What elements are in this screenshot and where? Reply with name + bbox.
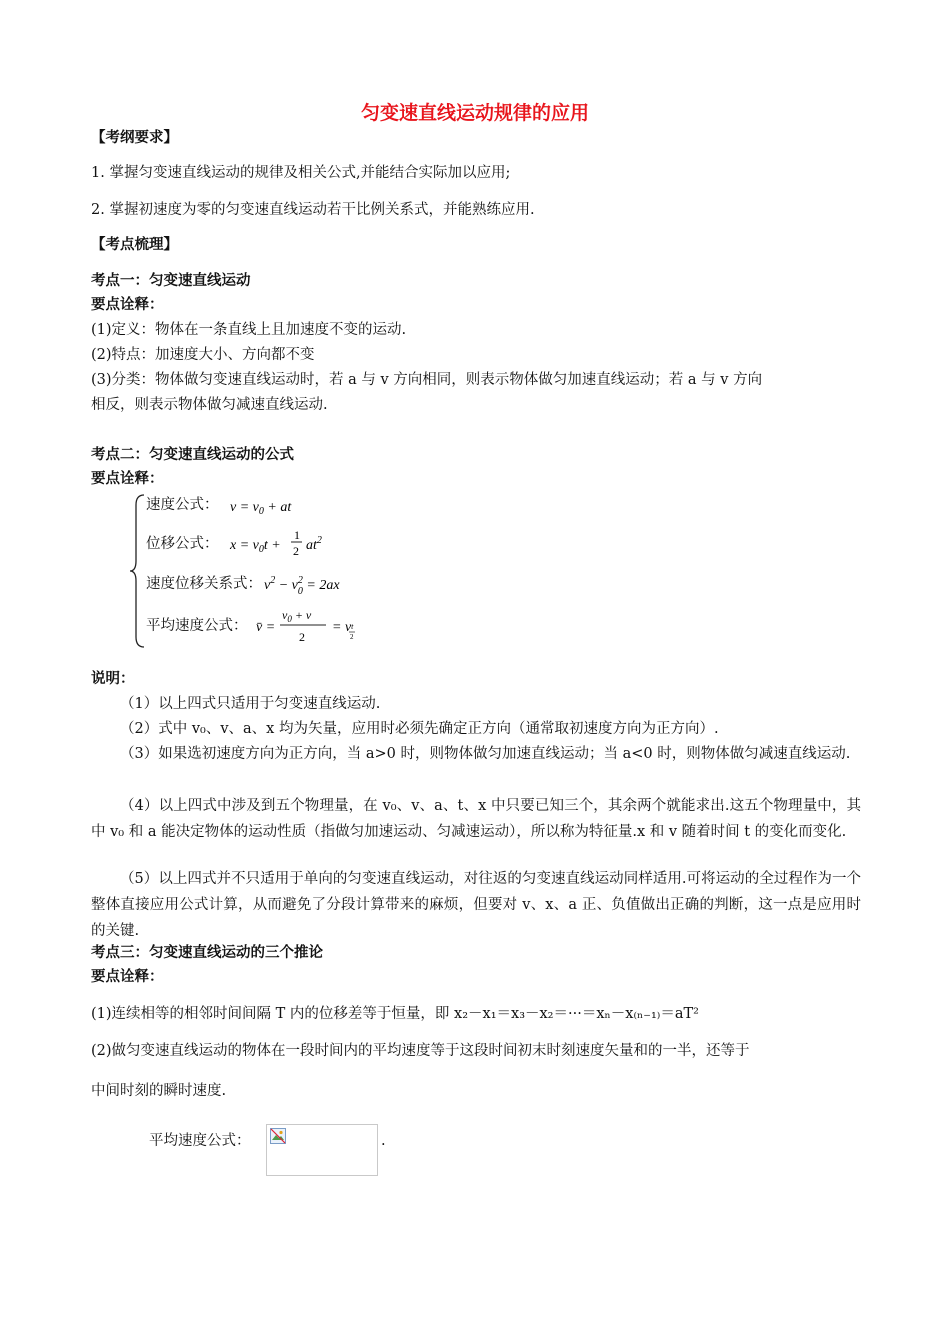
- svg-text:2: 2: [293, 544, 299, 558]
- point2-subheading: 要点诠释：: [91, 471, 164, 487]
- requirement-item-2: 2. 掌握初速度为零的匀变速直线运动若干比例关系式，并能熟练应用.: [91, 202, 535, 218]
- svg-text:2: 2: [299, 630, 305, 644]
- svg-text:1: 1: [294, 528, 300, 542]
- svg-text:at2: $at^2$: [306, 535, 322, 553]
- svg-text:v0 + v: $v_0 + v$: [282, 608, 312, 624]
- avg-velocity-suffix: .: [381, 1133, 386, 1149]
- missing-formula-image: [266, 1124, 378, 1176]
- point3-heading: 考点三：匀变速直线运动的三个推论: [91, 945, 323, 961]
- displacement-formula-label: 位移公式：: [146, 536, 219, 552]
- relation-formula-label: 速度位移关系式：: [146, 576, 262, 592]
- note-4: （4）以上四式中涉及到五个物理量，在 v₀、v、a、t、x 中只要已知三个，其余两个就能求出.这五个物理量中，其中 v₀ 和 a 能决定物体的运动性质（指做匀加速运动、匀减速运动），所以称为特征量.x 和 v 随着时间 t 的变化而变化.: [91, 798, 861, 840]
- point1-heading: 考点一：匀变速直线运动: [91, 273, 251, 289]
- average-formula: v̄ =: [256, 620, 276, 635]
- note-3: （3）如果选初速度方向为正方向，当 a>0 时，则物体做匀加速直线运动；当 a<0 时，则物体做匀减速直线运动.: [120, 746, 851, 762]
- point1-line-1: (1)定义：物体在一条直线上且加速度不变的运动.: [91, 322, 407, 338]
- point3-line-2a: (2)做匀变速直线运动的物体在一段时间内的平均速度等于这段时间初末时刻速度矢量和的一半，还等于: [91, 1043, 750, 1059]
- velocity-formula-label: 速度公式：: [146, 497, 219, 513]
- point2-heading: 考点二：匀变速直线运动的公式: [91, 447, 294, 463]
- point3-line-1: (1)连续相等的相邻时间间隔 T 内的位移差等于恒量，即 x₂－x₁＝x₃－x₂＝···＝xₙ－x₍ₙ₋₁₎＝aT²: [91, 1006, 699, 1022]
- section-heading-points: 【考点梳理】: [91, 237, 178, 253]
- note-1: （1）以上四式只适用于匀变速直线运动.: [120, 696, 381, 712]
- page-title: 匀变速直线运动规律的应用: [360, 102, 589, 124]
- note-heading: 说明：: [91, 671, 135, 687]
- formula-block: [130, 491, 390, 651]
- point1-line-3: (3)分类：物体做匀变速直线运动时，若 a 与 v 方向相同，则表示物体做匀加速直线运动；若 a 与 v 方向: [91, 372, 763, 388]
- point1-line-4: 相反，则表示物体做匀减速直线运动.: [91, 397, 328, 413]
- avg-velocity-label: 平均速度公式：: [149, 1133, 251, 1149]
- point1-line-2: (2)特点：加速度大小、方向都不变: [91, 347, 315, 363]
- point1-subheading: 要点诠释：: [91, 297, 164, 313]
- point3-line-2b: 中间时刻的瞬时速度.: [91, 1083, 227, 1099]
- broken-image-icon: [270, 1128, 286, 1144]
- section-heading-requirements: 【考纲要求】: [91, 130, 178, 146]
- point3-subheading: 要点诠释：: [91, 969, 164, 985]
- note-2: （2）式中 v₀、v、a、x 均为矢量，应用时必须先确定正方向（通常取初速度方向为正方向）.: [120, 721, 719, 737]
- svg-text:= vt: = vt: [332, 620, 354, 635]
- velocity-formula: $v = v_0$ + at: [230, 500, 292, 517]
- average-formula-label: 平均速度公式：: [146, 618, 248, 634]
- svg-text:2: 2: [350, 633, 354, 641]
- requirement-item-1: 1. 掌握匀变速直线运动的规律及相关公式,并能结合实际加以应用;: [91, 165, 511, 181]
- note-5: （5）以上四式并不只适用于单向的匀变速直线运动，对往返的匀变速直线运动同样适用.可将运动的全过程作为一个整体直接应用公式计算，从而避免了分段计算带来的麻烦，但要对 v、x、a 正、负值做出正确的判断，这一点是应用时的关键.: [91, 871, 861, 939]
- displacement-formula: $x = v_0t$ +: [230, 538, 281, 555]
- relation-formula: $v^2 - v^2$ 0 = 2ax: [264, 575, 340, 597]
